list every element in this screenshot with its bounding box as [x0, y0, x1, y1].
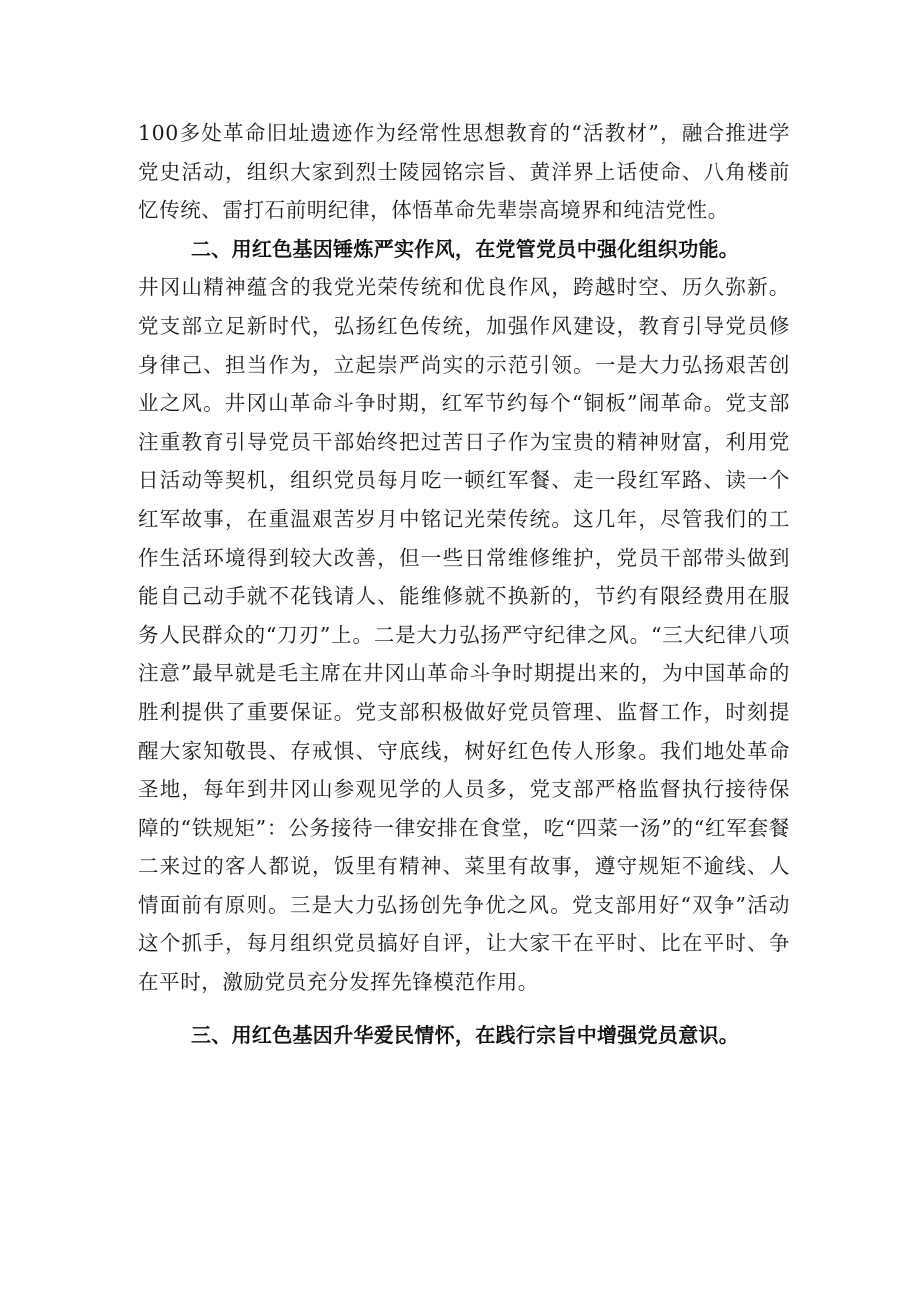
section-heading-3: 三、用红色基因升华爱民情怀，在践行宗旨中增强党员意识。	[191, 1022, 740, 1047]
paragraph-section-2: 井冈山精神蕴含的我党光荣传统和优良作风，跨越时空、历久弥新。党支部立足新时代，弘扬红色传统，加强作风建设，教育引导党员修身律己、担当作为，立起崇严尚实的示范引领。一是大力弘扬艰苦创业之风。井冈山革命斗争时期，红军节约每个“铜板”闹革命。党支部注重教育引导党员干部始终把过苦日子作为宝贵的精神财富，利用党日活动等契机，组织党员每月吃一顿红军餐、走一段红军路、读一个红军故事，在重温艰苦岁月中铭记光荣传统。这几年，尽管我们的工作生活环境得到较大改善，但一些日常维修维护，党员干部带头做到能自己动手就不花钱请人、能维修就不换新的，节约有限经费用在服务人民群众的“刀刃”上。二是大力弘扬严守纪律之风。“三大纪律八项注意”最早就是毛主席在井冈山革命斗争时期提出来的，为中国革命的胜利提供了重要保证。党支部积极做好党员管理、监督工作，时刻提醒大家知敬畏、存戒惧、守底线，树好红色传人形象。我们地处革命圣地，每年到井冈山参观见学的人员多，党支部严格监督执行接待保障的“铁规矩”：公务接待一律安排在食堂，吃“四菜一汤”的“红军套餐二来过的客人都说，饭里有精神、菜里有故事，遵守规矩不逾线、人情面前有原则。三是大力弘扬创先争优之风。党支部用好“双争”活动这个抓手，每月组织党员搞好自评，让大家干在平时、比在平时、争在平时，激励党员充分发挥先锋模范作用。	[138, 275, 790, 995]
section-heading-2: 二、用红色基因锤炼严实作风，在党管党员中强化组织功能。	[191, 236, 740, 261]
paragraph-continued: 100多处革命旧址遗迹作为经常性思想教育的“活教材”，融合推进学党史活动，组织大家到烈士陵园铭宗旨、黄洋界上话使命、八角楼前忆传统、雷打石前明纪律，体悟革命先辈崇高境界和纯洁党性。	[138, 121, 790, 223]
document-body	[138, 114, 790, 1054]
